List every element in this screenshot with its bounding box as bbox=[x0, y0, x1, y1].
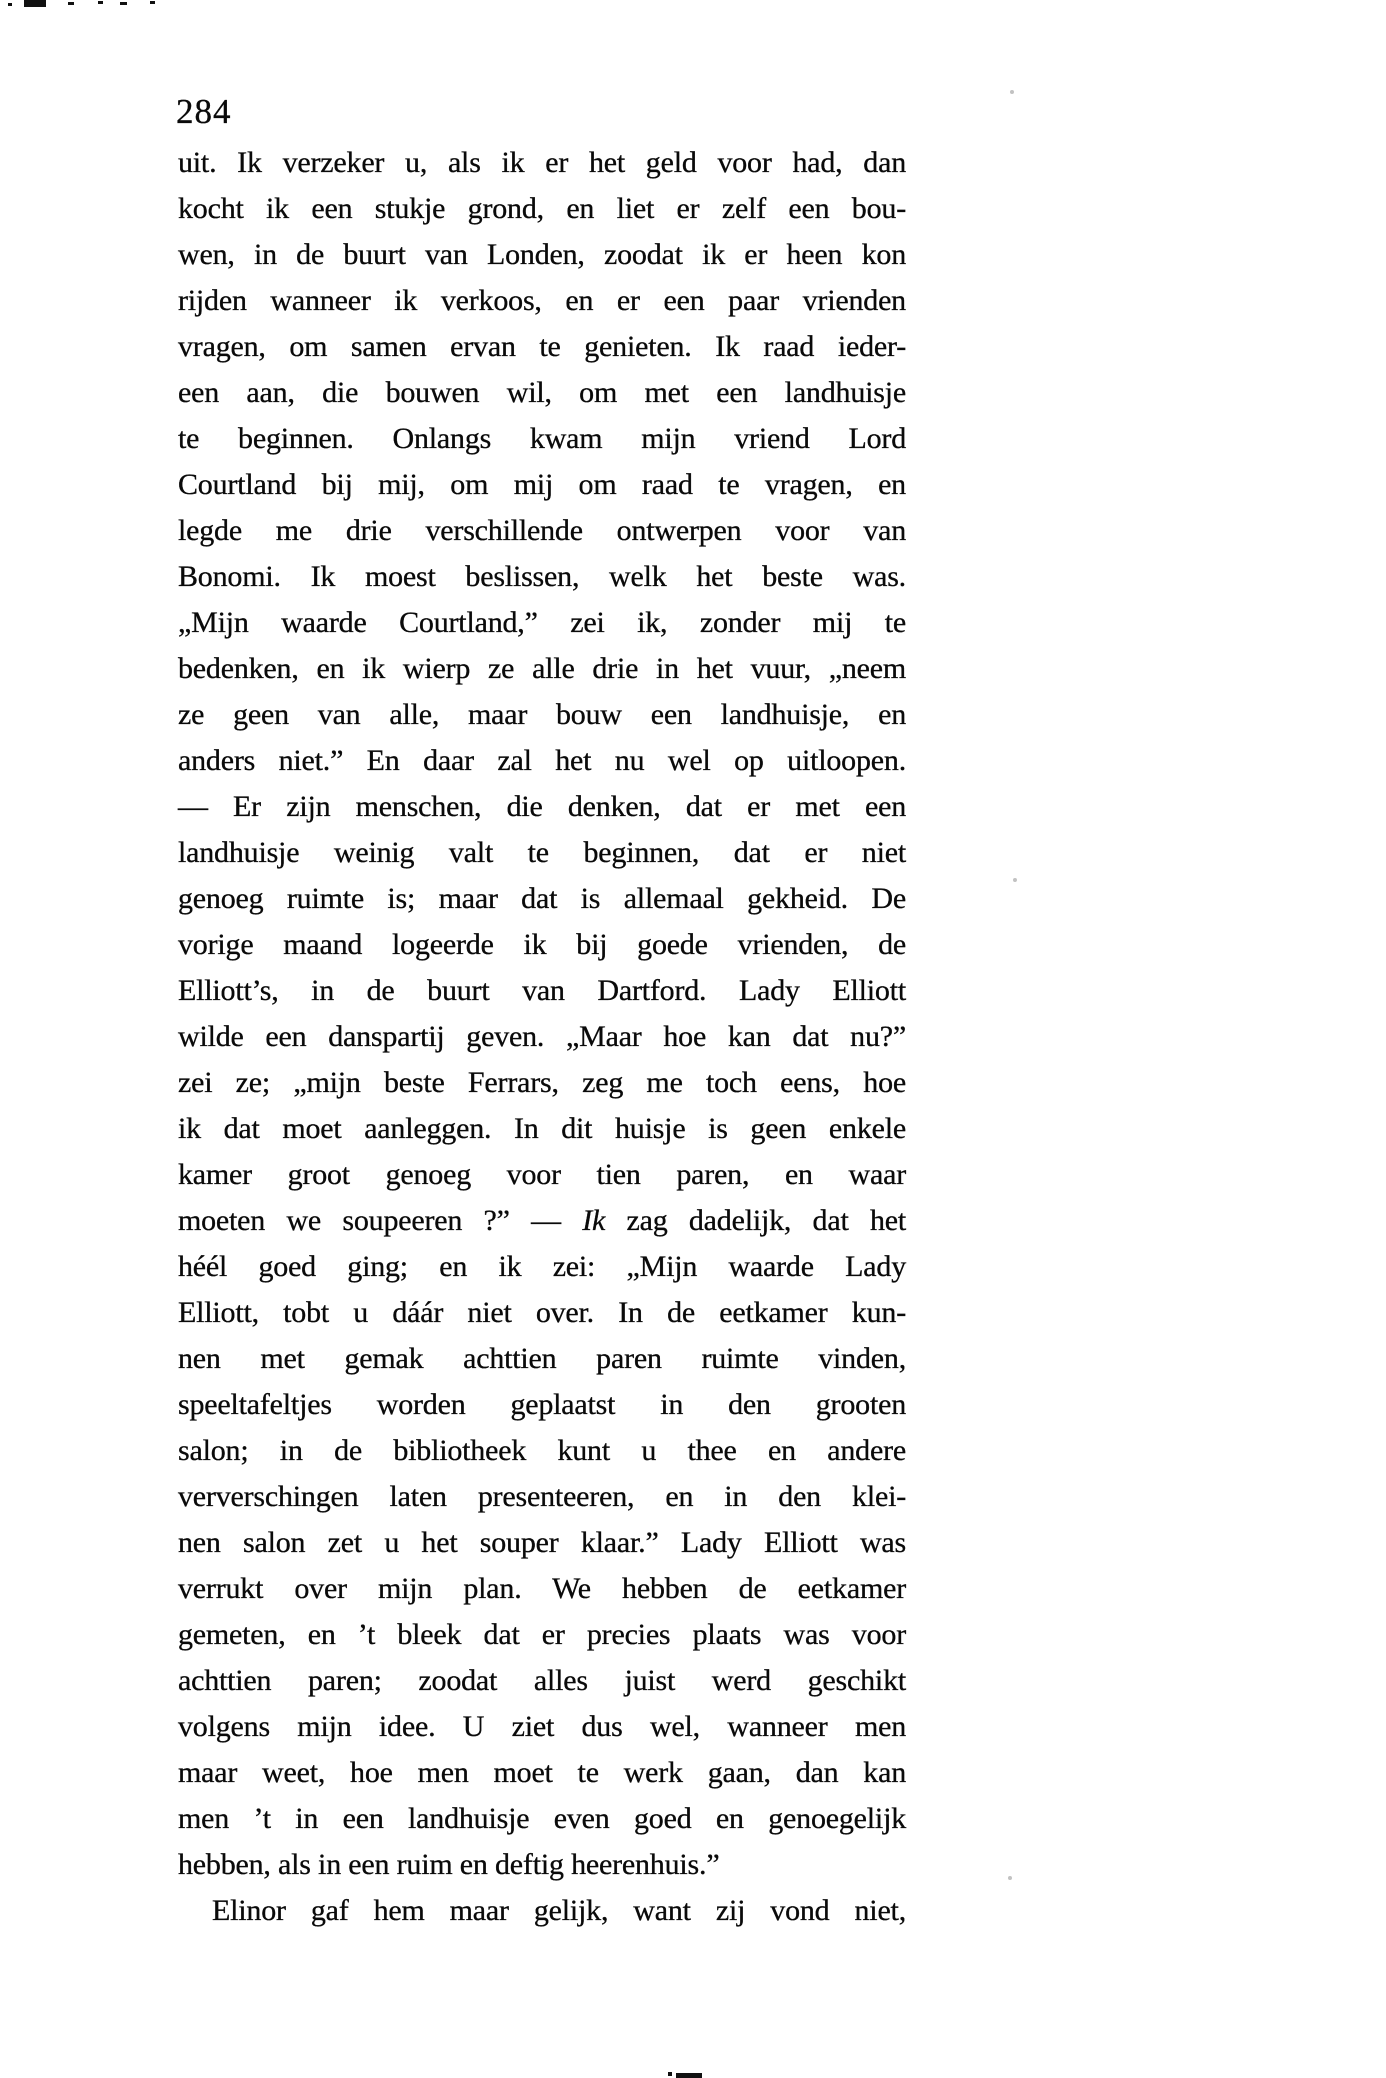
text-line: hebben, als in een ruim en deftig heerenhuis.” bbox=[178, 1848, 720, 1881]
text-line: speeltafeltjes worden geplaatst in den grooten bbox=[178, 1388, 906, 1421]
text-line: gemeten, en ’t bleek dat er precies plaats was voor bbox=[178, 1618, 906, 1651]
text-line: Elliott, tobt u dáár niet over. In de eetkamer kun- bbox=[178, 1296, 906, 1329]
text-line: wen, in de buurt van Londen, zoodat ik er heen kon bbox=[178, 238, 906, 271]
page-number: 284 bbox=[176, 92, 232, 131]
text-line: legde me drie verschillende ontwerpen voor van bbox=[178, 514, 906, 547]
text-line: anders niet.” En daar zal het nu wel op uitloopen. bbox=[178, 744, 906, 777]
text-line: ververschingen laten presenteeren, en in den klei- bbox=[178, 1480, 906, 1513]
text-line: maar weet, hoe men moet te werk gaan, dan kan bbox=[178, 1756, 906, 1789]
scan-speck bbox=[1008, 1876, 1012, 1880]
text-line: rijden wanneer ik verkoos, en er een paar vrienden bbox=[178, 284, 906, 317]
text-line: te beginnen. Onlangs kwam mijn vriend Lord bbox=[178, 422, 906, 455]
text-line: uit. Ik verzeker u, als ik er het geld voor had, dan bbox=[178, 146, 906, 179]
scan-artifact bbox=[68, 2, 74, 5]
scan-artifact bbox=[8, 3, 12, 6]
text-line: ik dat moet aanleggen. In dit huisje is geen enkele bbox=[178, 1112, 906, 1145]
text-line: vorige maand logeerde ik bij goede vrienden, de bbox=[178, 928, 906, 961]
text-line: volgens mijn idee. U ziet dus wel, wanneer men bbox=[178, 1710, 906, 1743]
text-line: wilde een danspartij geven. „Maar hoe kan dat nu?” bbox=[178, 1020, 906, 1053]
text-line: achttien paren; zoodat alles juist werd geschikt bbox=[178, 1664, 906, 1697]
scan-speck bbox=[1010, 90, 1014, 94]
text-line: landhuisje weinig valt te beginnen, dat er niet bbox=[178, 836, 906, 869]
scan-artifact bbox=[98, 1, 103, 4]
text-line: — Er zijn menschen, die denken, dat er met een bbox=[178, 790, 906, 823]
text-line: bedenken, en ik wierp ze alle drie in het vuur, „neem bbox=[178, 652, 906, 685]
text-line: moeten we soupeeren ?” — Ik zag dadelijk, dat het bbox=[178, 1204, 906, 1237]
text-line: Elinor gaf hem maar gelijk, want zij vond niet, bbox=[212, 1894, 906, 1927]
text-line: Bonomi. Ik moest beslissen, welk het beste was. bbox=[178, 560, 906, 593]
text-line: kamer groot genoeg voor tien paren, en waar bbox=[178, 1158, 906, 1191]
text-line: vragen, om samen ervan te genieten. Ik raad ieder- bbox=[178, 330, 906, 363]
scan-artifact bbox=[676, 2073, 702, 2078]
text-line: ze geen van alle, maar bouw een landhuisje, en bbox=[178, 698, 906, 731]
scan-artifact bbox=[24, 0, 46, 7]
text-line: men ’t in een landhuisje even goed en genoegelijk bbox=[178, 1802, 906, 1835]
text-line: „Mijn waarde Courtland,” zei ik, zonder mij te bbox=[178, 606, 906, 639]
scan-artifact bbox=[120, 2, 127, 5]
text-line: héél goed ging; en ik zei: „Mijn waarde Lady bbox=[178, 1250, 906, 1283]
text-line: Elliott’s, in de buurt van Dartford. Lady Elliott bbox=[178, 974, 906, 1007]
text-line: nen met gemak achttien paren ruimte vinden, bbox=[178, 1342, 906, 1375]
scan-artifact bbox=[668, 2072, 672, 2076]
text-line: nen salon zet u het souper klaar.” Lady Elliott was bbox=[178, 1526, 906, 1559]
text-line: Courtland bij mij, om mij om raad te vragen, en bbox=[178, 468, 906, 501]
text-line: kocht ik een stukje grond, en liet er zelf een bou- bbox=[178, 192, 906, 225]
scan-artifact bbox=[150, 1, 155, 4]
text-line: een aan, die bouwen wil, om met een landhuisje bbox=[178, 376, 906, 409]
text-line: zei ze; „mijn beste Ferrars, zeg me toch eens, hoe bbox=[178, 1066, 906, 1099]
text-block bbox=[178, 140, 906, 1934]
text-line: salon; in de bibliotheek kunt u thee en andere bbox=[178, 1434, 906, 1467]
scan-speck bbox=[1013, 878, 1017, 882]
text-line: verrukt over mijn plan. We hebben de eetkamer bbox=[178, 1572, 906, 1605]
text-line: genoeg ruimte is; maar dat is allemaal gekheid. De bbox=[178, 882, 906, 915]
